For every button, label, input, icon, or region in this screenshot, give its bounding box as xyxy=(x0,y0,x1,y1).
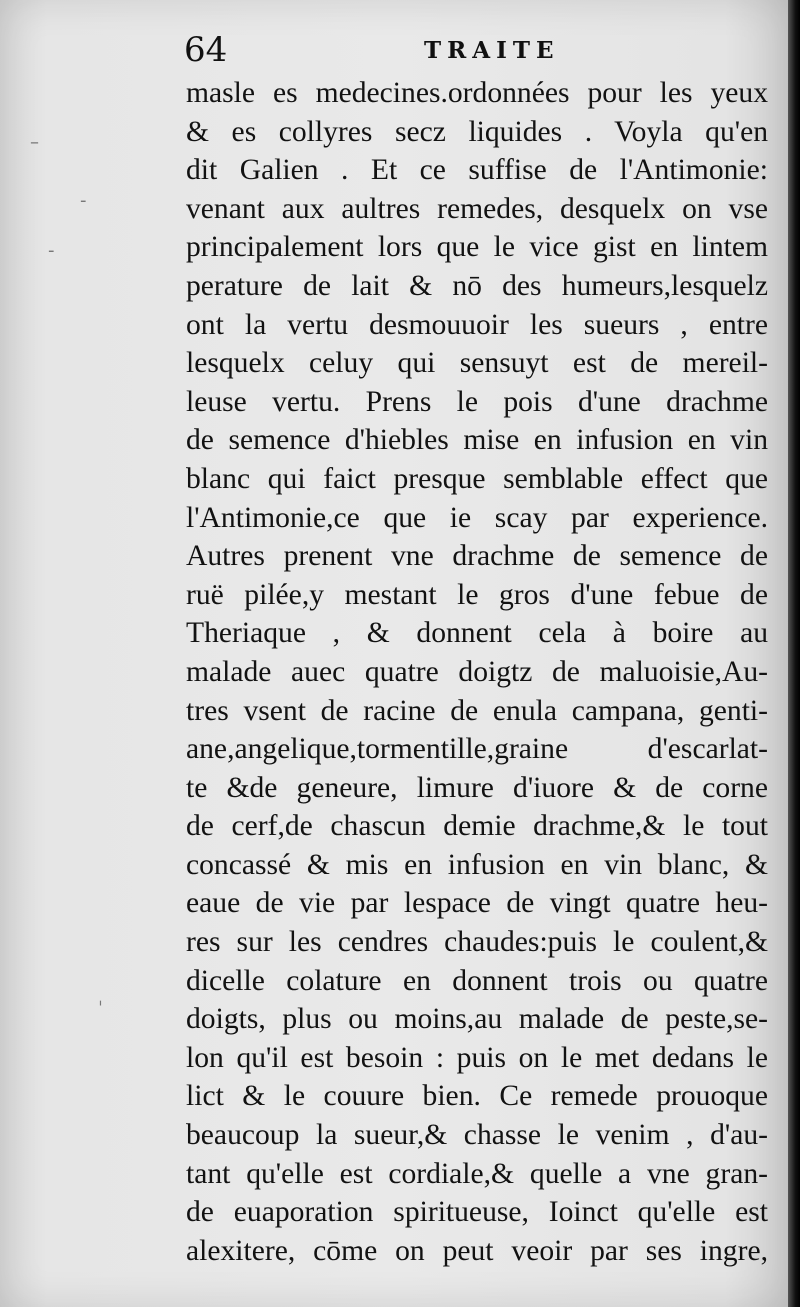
text-line: de semence d'hiebles mise en infusion en vin xyxy=(186,424,768,457)
page-edge-shadow xyxy=(788,0,800,1307)
body-text xyxy=(186,74,768,1270)
text-line: eaue de vie par lespace de vingt quatre heu- xyxy=(186,887,768,920)
text-line: res sur les cendres chaudes:puis le coulent,& xyxy=(186,926,768,959)
text-line: tres vsent de racine de enula campana, genti- xyxy=(186,694,768,727)
running-head: TRAITE xyxy=(424,37,560,64)
text-line: & es collyres secz liquides . Voyla qu'en xyxy=(186,115,768,148)
text-line: concassé & mis en infusion en vin blanc, & xyxy=(186,848,768,881)
text-line: leuse vertu. Prens le pois d'une drachme xyxy=(186,385,768,418)
text-line: lesquelx celuy qui sensuyt est de mereil- xyxy=(186,347,768,380)
text-line: lict & le couure bien. Ce remede prouoque xyxy=(186,1080,768,1113)
text-line: masle es medecines.ordonnées pour les yeux xyxy=(186,77,768,109)
text-line: de euaporation spiritueuse, Ioinct qu'elle est xyxy=(186,1196,768,1229)
margin-dash-mark: - xyxy=(48,240,55,261)
text-line: ane,angelique,tormentille,graine d'escarlat- xyxy=(186,733,768,766)
text-line: alexitere, cōme on peut veoir par ses ingre, xyxy=(186,1234,768,1267)
text-line: principalement lors que le vice gist en lintem xyxy=(186,231,768,264)
margin-dash-mark: ˈ xyxy=(98,998,103,1019)
text-line: ruë pilée,y mestant le gros d'une febue de xyxy=(186,578,768,611)
margin-dash-mark: - xyxy=(80,190,87,211)
text-line: beaucoup la sueur,& chasse le venim , d'au- xyxy=(186,1119,768,1152)
page-header xyxy=(184,30,764,70)
text-line: l'Antimonie,ce que ie scay par experience. xyxy=(186,501,768,534)
text-line: doigts, plus ou moins,au malade de peste,se- xyxy=(186,1003,768,1036)
text-line: venant aux aultres remedes, desquelx on vse xyxy=(186,192,768,225)
page-number: 64 xyxy=(184,30,228,70)
text-line: blanc qui faict presque semblable effect que xyxy=(186,462,768,495)
text-line: Autres prenent vne drachme de semence de xyxy=(186,540,768,573)
text-line: perature de lait & nō des humeurs,lesquelz xyxy=(186,269,768,302)
margin-dash-mark: – xyxy=(30,132,39,153)
text-line: dicelle colature en donnent trois ou quatre xyxy=(186,964,768,997)
text-line: tant qu'elle est cordiale,& quelle a vne gran- xyxy=(186,1157,768,1190)
text-line: ont la vertu desmouuoir les sueurs , entre xyxy=(186,308,768,341)
text-line: malade auec quatre doigtz de maluoisie,Au- xyxy=(186,655,768,688)
text-line: te &de geneure, limure d'iuore & de corne xyxy=(186,771,768,804)
text-line: lon qu'il est besoin : puis on le met dedans le xyxy=(186,1041,768,1074)
text-line: de cerf,de chascun demie drachme,& le tout xyxy=(186,810,768,843)
text-line: dit Galien . Et ce suffise de l'Antimonie: xyxy=(186,154,768,187)
text-line: Theriaque , & donnent cela à boire au xyxy=(186,617,768,650)
